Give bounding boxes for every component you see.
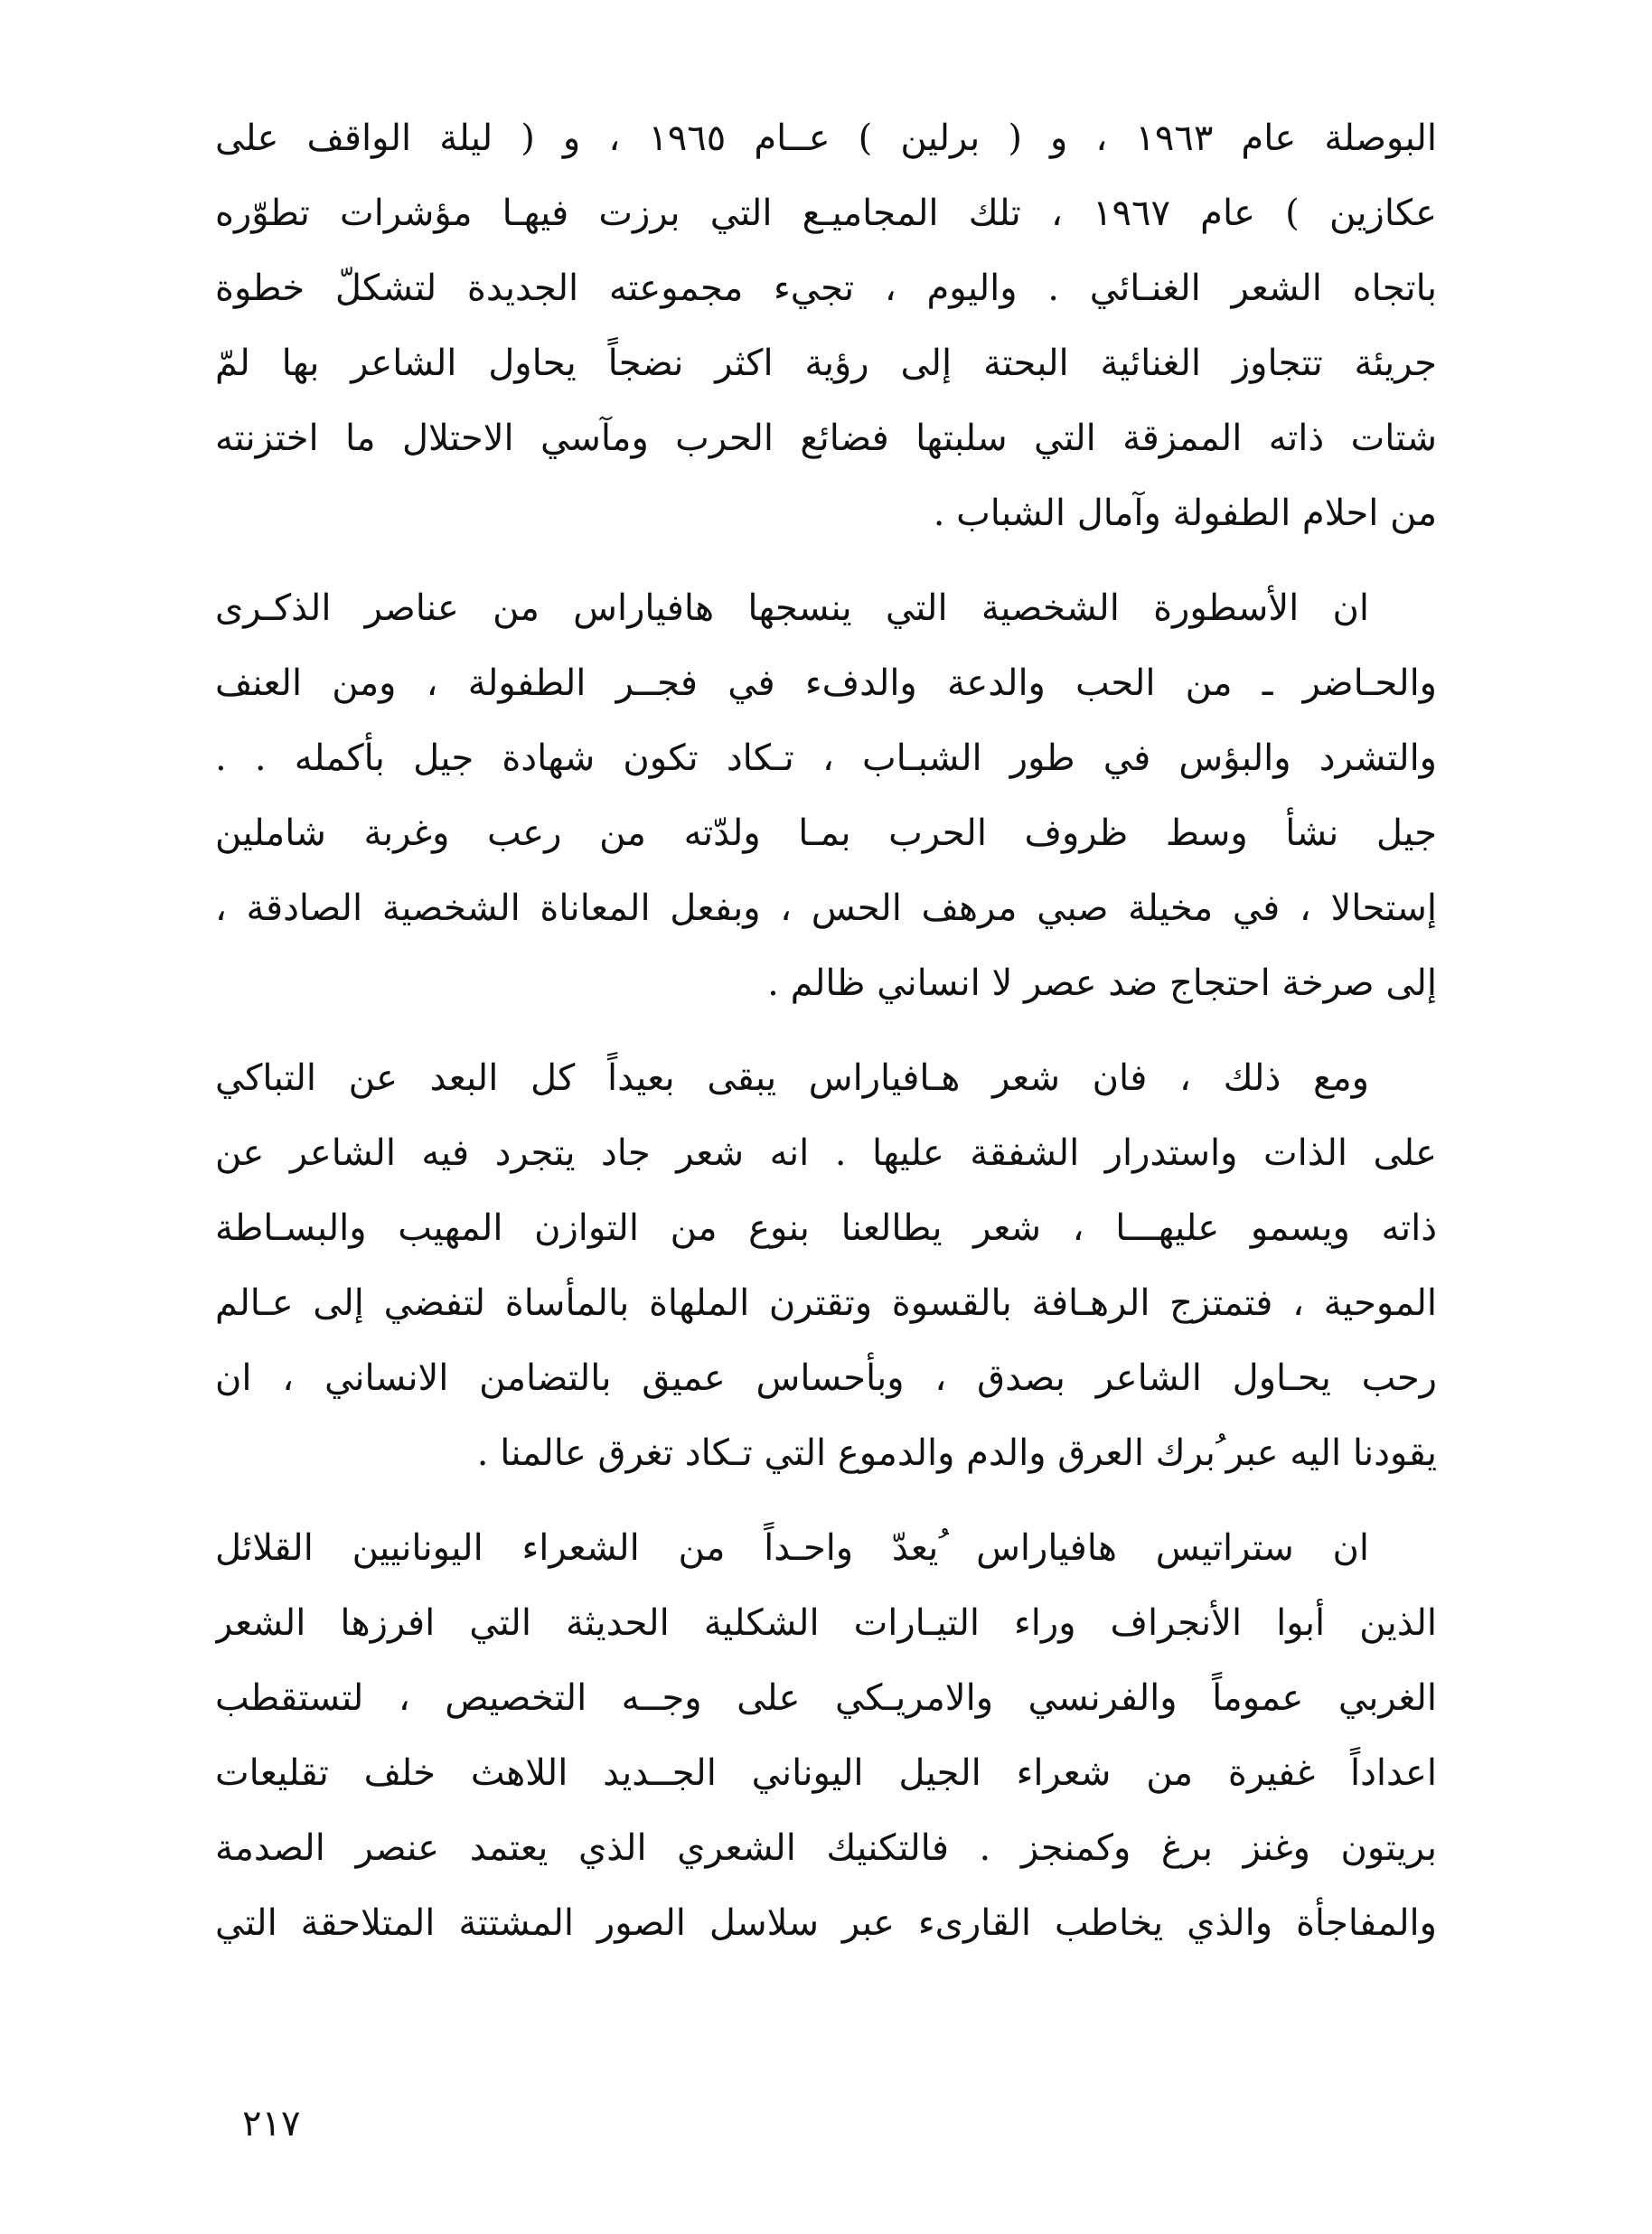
paragraph-spacer <box>215 1021 1437 1041</box>
text-line: إلى صرخة احتجاج ضد عصر لا انساني ظالم . <box>767 962 1437 1004</box>
text-line: عكازين ) عام ١٩٦٧ ، تلك المجاميـع التي برزت فيهـا مؤشرات تطوّره <box>215 192 1437 234</box>
text-line: الذين أبوا الأنجراف وراء التيـارات الشكلية الحديثة التي افرزها الشعر <box>215 1602 1437 1644</box>
text-line: الموحية ، فتمتزج الرهـافة بالقسوة وتقترن الملهاة بالمأساة لتفضي إلى عـالم <box>215 1282 1437 1324</box>
text-line: ذاته ويسمو عليهـــا ، شعر يطالعنا بنوع من التوازن المهيب والبسـاطة <box>215 1207 1437 1249</box>
page-number: ٢١٧ <box>242 2103 301 2145</box>
text-line: البوصلة عام ١٩٦٣ ، و ( برلين ) عــام ١٩٦٥ ، و ( ليلة الواقف على <box>215 117 1437 159</box>
paragraph-4 <box>215 1511 1437 1961</box>
text-line: على الذات واستدرار الشفقة عليها . انه شعر جاد يتجرد فيه الشاعر عن <box>215 1132 1437 1174</box>
text-line: اعداداً غفيرة من شعراء الجيل اليوناني الجــديد اللاهث خلف تقليعات <box>215 1752 1437 1794</box>
paragraph-3 <box>215 1041 1437 1491</box>
text-line: رحب يحـاول الشاعر بصدق ، وبأحساس عميق بالتضامن الانساني ، ان <box>215 1357 1437 1399</box>
text-line: من احلام الطفولة وآمال الشباب . <box>933 493 1437 534</box>
text-line: والحـاضر ـ من الحب والدعة والدفء في فجــر الطفولة ، ومن العنف <box>215 662 1437 704</box>
paragraph-2 <box>215 571 1437 1021</box>
text-line: جريئة تتجاوز الغنائية البحتة إلى رؤية اكثر نضجاً يحاول الشاعر بها لمّ <box>215 343 1437 384</box>
paragraph-spacer <box>215 551 1437 571</box>
text-line: إستحالا ، في مخيلة صبي مرهف الحس ، وبفعل المعاناة الشخصية الصادقة ، <box>215 887 1437 929</box>
paragraph-spacer <box>215 1491 1437 1511</box>
text-line: ان الأسطورة الشخصية التي ينسجها هافياراس من عناصر الذكـرى <box>215 587 1369 629</box>
body-text <box>215 101 1437 1961</box>
text-line: يقودنا اليه عبر ُبرك العرق والدم والدموع التي تـكاد تغرق عالمنا . <box>476 1432 1437 1474</box>
text-line: جيل نشأ وسط ظروف الحرب بمـا ولدّته من رعب وغربة شاملين <box>215 812 1437 854</box>
paragraph-1 <box>215 101 1437 551</box>
text-line: والمفاجأة والذي يخاطب القارىء عبر سلاسل الصور المشتتة المتلاحقة التي <box>215 1902 1437 1944</box>
text-line: والتشرد والبؤس في طور الشبـاب ، تـكاد تكون شهادة جيل بأكمله . . <box>215 737 1437 779</box>
text-line: الغربي عموماً والفرنسي والامريـكي على وجــه التخصيص ، لتستقطب <box>215 1677 1437 1719</box>
text-line: ان ستراتيس هافياراس ُيعدّ واحـداً من الشعراء اليونانيين القلائل <box>215 1527 1369 1569</box>
text-line: شتات ذاته الممزقة التي سلبتها فضائع الحرب ومآسي الاحتلال ما اختزنته <box>215 418 1437 459</box>
text-line: باتجاه الشعر الغنـائي . واليوم ، تجيء مجموعته الجديدة لتشكلّ خطوة <box>215 268 1437 309</box>
text-line: ومع ذلك ، فان شعر هـافياراس يبقى بعيداً كل البعد عن التباكي <box>215 1057 1369 1099</box>
text-line: بريتون وغنز برغ وكمنجز . فالتكنيك الشعري الذي يعتمد عنصر الصدمة <box>215 1827 1437 1869</box>
